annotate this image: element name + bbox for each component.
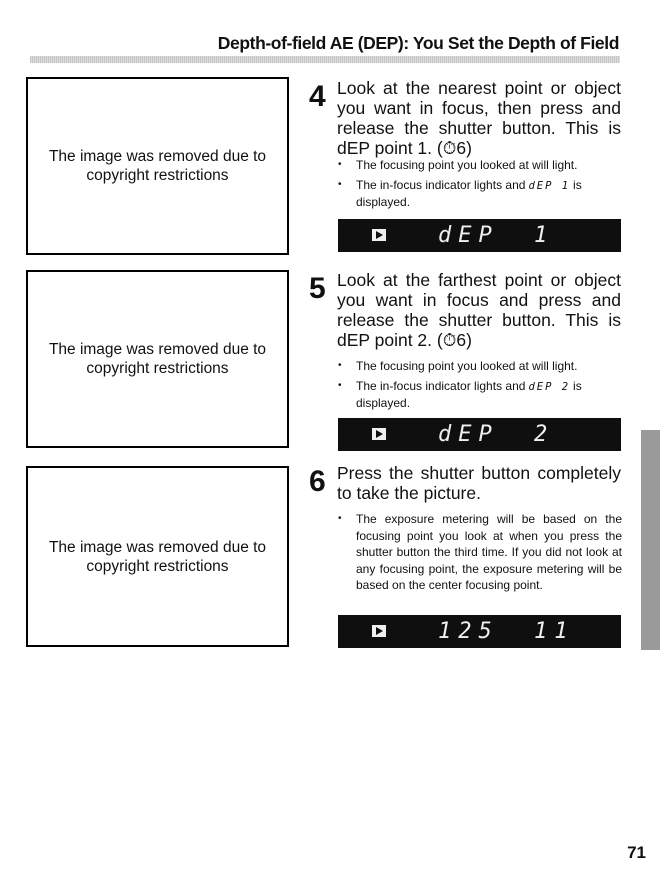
viewfinder-display-step-4 [338,219,621,252]
image-placeholder-3 [26,466,289,647]
note-text: The focusing point you looked at will light. [356,158,578,172]
note-text: The exposure metering will be based on the focusing point you look at when you press the shutter button the third time. If you did not look at any focusing point, the exposure metering will be based on the center focusing point. [356,512,622,592]
shutter-speed-display: 125 [438,619,499,644]
note-text: is displayed. [356,379,582,410]
step-5-text: Look at the farthest point or object you want in focus and press and release the shutter button. This is dEP point 2. [337,270,621,350]
step-number-5: 5 [309,272,326,305]
image-placeholder-text: The image was removed due to copyright restrictions [48,148,267,184]
note-item [336,157,622,173]
note-text: is displayed. [356,178,582,209]
note-text: The in-focus indicator lights and [356,379,526,393]
image-placeholder-text: The image was removed due to copyright restrictions [48,341,267,377]
step-4-text: Look at the nearest point or object you want in focus, then press and release the shutter button. This is dEP point 1. [337,78,621,158]
step-4-instruction [337,78,621,158]
note-item [336,511,622,594]
step-5-instruction [337,270,621,350]
aperture-display: 11 [534,619,575,644]
note-item [336,177,622,210]
step-5-notes [336,358,622,415]
display-value: 2 [534,422,555,447]
note-text: The focusing point you looked at will light. [356,359,578,373]
step-5-reference: (⏱6) [436,330,472,350]
display-value: 1 [534,223,555,248]
display-text: dEP [438,422,499,447]
focus-confirm-icon [372,229,386,241]
header-rule [30,56,620,63]
step-number-6: 6 [309,465,326,498]
image-placeholder-2 [26,270,289,448]
chapter-tab [641,430,660,650]
note-item [336,358,622,374]
step-4-reference: (⏱6) [436,138,472,158]
step-6-instruction [337,463,621,503]
focus-confirm-icon [372,428,386,440]
note-text: The in-focus indicator lights and [356,178,526,192]
display-code: dEP 2 [528,381,571,393]
step-number-4: 4 [309,80,326,113]
focus-confirm-icon [372,625,386,637]
viewfinder-display-step-6 [338,615,621,648]
display-code: dEP 1 [528,180,571,192]
page-title: Depth-of-field AE (DEP): You Set the Depth of Field [217,33,619,53]
image-placeholder-1 [26,77,289,255]
image-placeholder-text: The image was removed due to copyright restrictions [48,538,267,575]
viewfinder-display-step-5 [338,418,621,451]
step-6-notes [336,511,622,598]
note-item [336,378,622,411]
step-6-text: Press the shutter button completely to take the picture. [337,463,621,503]
display-text: dEP [438,223,499,248]
page-number: 71 [627,843,646,862]
step-4-notes [336,157,622,214]
